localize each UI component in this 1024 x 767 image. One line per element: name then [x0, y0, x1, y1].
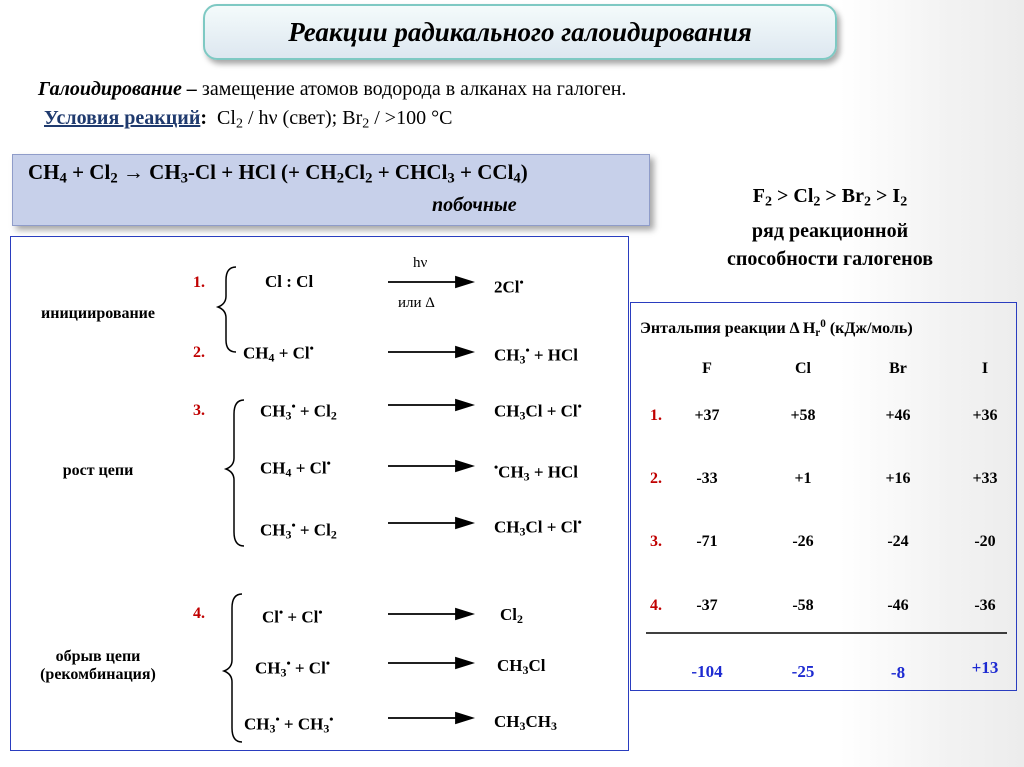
- rx-part: + Cl: [290, 658, 326, 678]
- rx-part: CH: [494, 517, 520, 537]
- enthalpy-table-title: [640, 318, 913, 339]
- tbl-title-sub: r: [815, 326, 821, 339]
- series-sub: 2: [813, 194, 821, 210]
- rx-part: + Cl: [291, 458, 327, 478]
- radical-dot: •: [329, 712, 334, 726]
- rx-sub: 3: [519, 718, 526, 733]
- conditions-temp: / >100 °C: [369, 107, 453, 129]
- reactivity-line-2: ряд реакционной: [751, 219, 909, 242]
- bracket-termination: [224, 594, 242, 742]
- eq-sub: 3: [447, 170, 455, 187]
- radical-dot: •: [275, 712, 280, 726]
- stage-initiation: инициирование: [41, 305, 155, 322]
- table-total-Cl: -25: [791, 662, 815, 681]
- table-cell: +33: [972, 470, 998, 487]
- rx-sub: 3: [285, 527, 292, 542]
- reaction-5-reactants: [260, 518, 337, 543]
- reactivity-line-3: способности галогенов: [726, 247, 934, 270]
- radical-dot: •: [309, 341, 314, 355]
- title-text: Реакции радикального галоидирования: [288, 16, 752, 47]
- rx-sub: 3: [323, 721, 330, 736]
- bracket-propagation: [226, 400, 244, 546]
- rx-sub: 3: [522, 662, 529, 677]
- table-cell: -26: [792, 533, 814, 550]
- rx-part: + Cl: [274, 343, 310, 363]
- eq-sub: 4: [513, 170, 521, 187]
- conditions-colon: :: [200, 107, 208, 129]
- radical-dot: •: [577, 399, 582, 413]
- arrow-3-head: [456, 400, 472, 410]
- rx-part: CH: [498, 462, 524, 482]
- table-cell: -37: [696, 597, 718, 614]
- table-total-I: +13: [971, 658, 999, 677]
- rx-part: CH: [494, 345, 520, 365]
- reaction-6-reactants: [262, 605, 323, 628]
- arrow-6-head: [456, 609, 472, 619]
- definition-text: замещение атомов водорода в алканах на галоген.: [201, 78, 627, 100]
- radical-dot: •: [286, 656, 291, 670]
- radical-dot: •: [519, 275, 524, 289]
- rx-sub: 3: [280, 665, 287, 680]
- eq-sub: 2: [110, 170, 118, 187]
- rx-part: +: [279, 714, 298, 734]
- reaction-1-products: [494, 275, 524, 298]
- rx-part: CH: [494, 401, 520, 421]
- rx-part: CH: [497, 656, 523, 675]
- reaction-4-products: [494, 460, 578, 485]
- rx-part: CH: [243, 343, 269, 363]
- col-header-I: I: [981, 360, 989, 377]
- rx-sub: 3: [519, 408, 526, 423]
- rx-sub: 3: [523, 469, 530, 484]
- table-row-number: 2.: [650, 470, 662, 487]
- eq-part: + Cl: [66, 160, 111, 184]
- radical-dot: •: [525, 343, 530, 357]
- col-header-Br: Br: [889, 360, 907, 377]
- rx-sub: 2: [330, 408, 337, 423]
- eq-part: + CHCl: [372, 160, 448, 184]
- rx-sub: 2: [330, 527, 337, 542]
- step-number-2: 2.: [193, 344, 205, 361]
- series-part: > Cl: [772, 185, 814, 207]
- eq-part: -Cl + HCl (+ CH: [188, 160, 337, 184]
- series-part: > Br: [820, 185, 865, 207]
- radical-dot: •: [494, 460, 499, 474]
- rx-part: + HCl: [529, 345, 579, 365]
- bracket-initiation: [218, 267, 236, 352]
- table-cell: -58: [792, 597, 814, 614]
- series-sub: 2: [900, 194, 908, 210]
- radical-dot: •: [326, 456, 331, 470]
- table-cell: +46: [885, 407, 911, 424]
- rx-part: CH: [525, 712, 551, 731]
- rx-part: CH: [260, 401, 286, 421]
- conditions-br-sub: 2: [362, 116, 370, 132]
- rx-part: Cl: [500, 605, 517, 624]
- radical-dot: •: [318, 605, 323, 619]
- rx-sub: 3: [519, 352, 526, 367]
- rx-part: 2Cl: [494, 277, 520, 297]
- eq-part: Cl: [344, 160, 366, 184]
- series-sub: 2: [765, 194, 772, 210]
- reaction-8-reactants: [244, 712, 333, 737]
- reaction-6-products: [500, 605, 523, 627]
- arrow-7-head: [456, 658, 472, 668]
- rx-sub: 3: [550, 718, 557, 733]
- definition-term: Галоидирование –: [38, 78, 197, 100]
- eq-sub: 4: [59, 170, 67, 187]
- rx-part: CH: [244, 714, 270, 734]
- series-sub: 2: [864, 194, 872, 210]
- arrow-1-head: [456, 277, 472, 287]
- table-cell: -46: [887, 597, 909, 614]
- table-row-number: 1.: [650, 407, 662, 424]
- eq-sub: 2: [365, 170, 373, 187]
- radical-dot: •: [291, 399, 296, 413]
- rx-part: CH: [260, 458, 286, 478]
- reaction-7-reactants: [255, 656, 330, 681]
- rx-part: Cl: [528, 656, 546, 675]
- rx-sub: 3: [269, 721, 276, 736]
- col-header-F: F: [702, 360, 712, 377]
- table-row-number: 3.: [650, 533, 662, 550]
- rx-part: + HCl: [529, 462, 579, 482]
- arrow-2-head: [456, 347, 472, 357]
- conditions-light: / hν (свет); Br: [242, 107, 363, 129]
- reaction-1-reactants: Cl : Cl: [265, 272, 314, 291]
- table-cell: +16: [885, 470, 911, 487]
- table-cell: -24: [887, 533, 909, 550]
- stage-termination-line1: обрыв цепи: [55, 648, 141, 665]
- rx-sub: 4: [268, 350, 275, 365]
- radical-dot: •: [291, 518, 296, 532]
- rx-part: Cl: [262, 607, 279, 627]
- arrow-4-head: [456, 461, 472, 471]
- reaction-2-products: [494, 343, 578, 368]
- eq-part: ): [520, 160, 528, 184]
- col-header-Cl: Cl: [795, 360, 811, 377]
- table-cell: -20: [974, 533, 996, 550]
- reaction-5-products: [494, 515, 582, 540]
- conditions-cl: Cl: [217, 107, 236, 129]
- arrow-condition-heat: или Δ: [398, 295, 435, 311]
- series-part: F: [752, 185, 765, 207]
- rx-sub: 2: [517, 611, 523, 626]
- eq-part: + CCl: [454, 160, 514, 184]
- arrow-8-head: [456, 713, 472, 723]
- rx-part: CH: [494, 712, 520, 731]
- tbl-title-sup: 0: [820, 318, 826, 330]
- step-number-1: 1.: [193, 274, 205, 291]
- eq-sub: 3: [180, 170, 188, 187]
- step-number-3: 3.: [193, 402, 205, 419]
- table-cell: +36: [972, 407, 998, 424]
- rx-part: CH: [255, 658, 281, 678]
- conditions-cl-sub: 2: [235, 116, 243, 132]
- eq-part: → CH: [117, 160, 181, 184]
- rx-part: + Cl: [295, 520, 331, 540]
- eq-sub: 2: [336, 170, 345, 187]
- stage-termination-line2: (рекомбинация): [40, 666, 156, 683]
- reaction-3-reactants: [260, 399, 337, 424]
- rx-sub: 3: [519, 524, 526, 539]
- table-cell: +58: [790, 407, 816, 424]
- table-row-number: 4.: [650, 597, 662, 614]
- rx-part: Cl + Cl: [525, 401, 578, 421]
- rx-part: CH: [297, 714, 324, 734]
- rx-sub: 4: [285, 465, 292, 480]
- rx-part: Cl + Cl: [525, 517, 578, 537]
- reaction-3-products: [494, 399, 582, 424]
- radical-dot: •: [325, 656, 330, 670]
- arrow-condition-light: hν: [413, 255, 428, 271]
- rx-part: CH: [260, 520, 286, 540]
- stage-propagation: рост цепи: [62, 462, 134, 479]
- table-cell: +37: [694, 407, 720, 424]
- tbl-title-text: Энтальпия реакции Δ H: [640, 320, 816, 338]
- eq-part: CH: [28, 160, 60, 184]
- radical-dot: •: [279, 605, 284, 619]
- table-cell: -36: [974, 597, 996, 614]
- rx-part: + Cl: [295, 401, 331, 421]
- conditions-label: Условия реакций: [44, 107, 201, 129]
- reaction-4-reactants: [260, 456, 331, 481]
- table-cell: -33: [696, 470, 718, 487]
- table-cell: -71: [696, 533, 718, 550]
- table-total-Br: -8: [890, 663, 906, 682]
- table-total-F: -104: [691, 662, 723, 681]
- radical-dot: •: [577, 515, 582, 529]
- stage-termination: [18, 648, 178, 684]
- series-part: > I: [871, 185, 901, 207]
- table-cell: +1: [794, 470, 812, 487]
- arrow-5-head: [456, 518, 472, 528]
- rx-part: + Cl: [283, 607, 319, 627]
- reaction-2-reactants: [243, 341, 314, 366]
- reaction-8-products: [494, 712, 557, 734]
- step-number-4: 4.: [193, 605, 205, 622]
- rx-sub: 3: [285, 408, 292, 423]
- tbl-title-units: (кДж/моль): [825, 320, 913, 338]
- reaction-7-products: [497, 656, 545, 678]
- side-products-label: побочные: [432, 194, 517, 216]
